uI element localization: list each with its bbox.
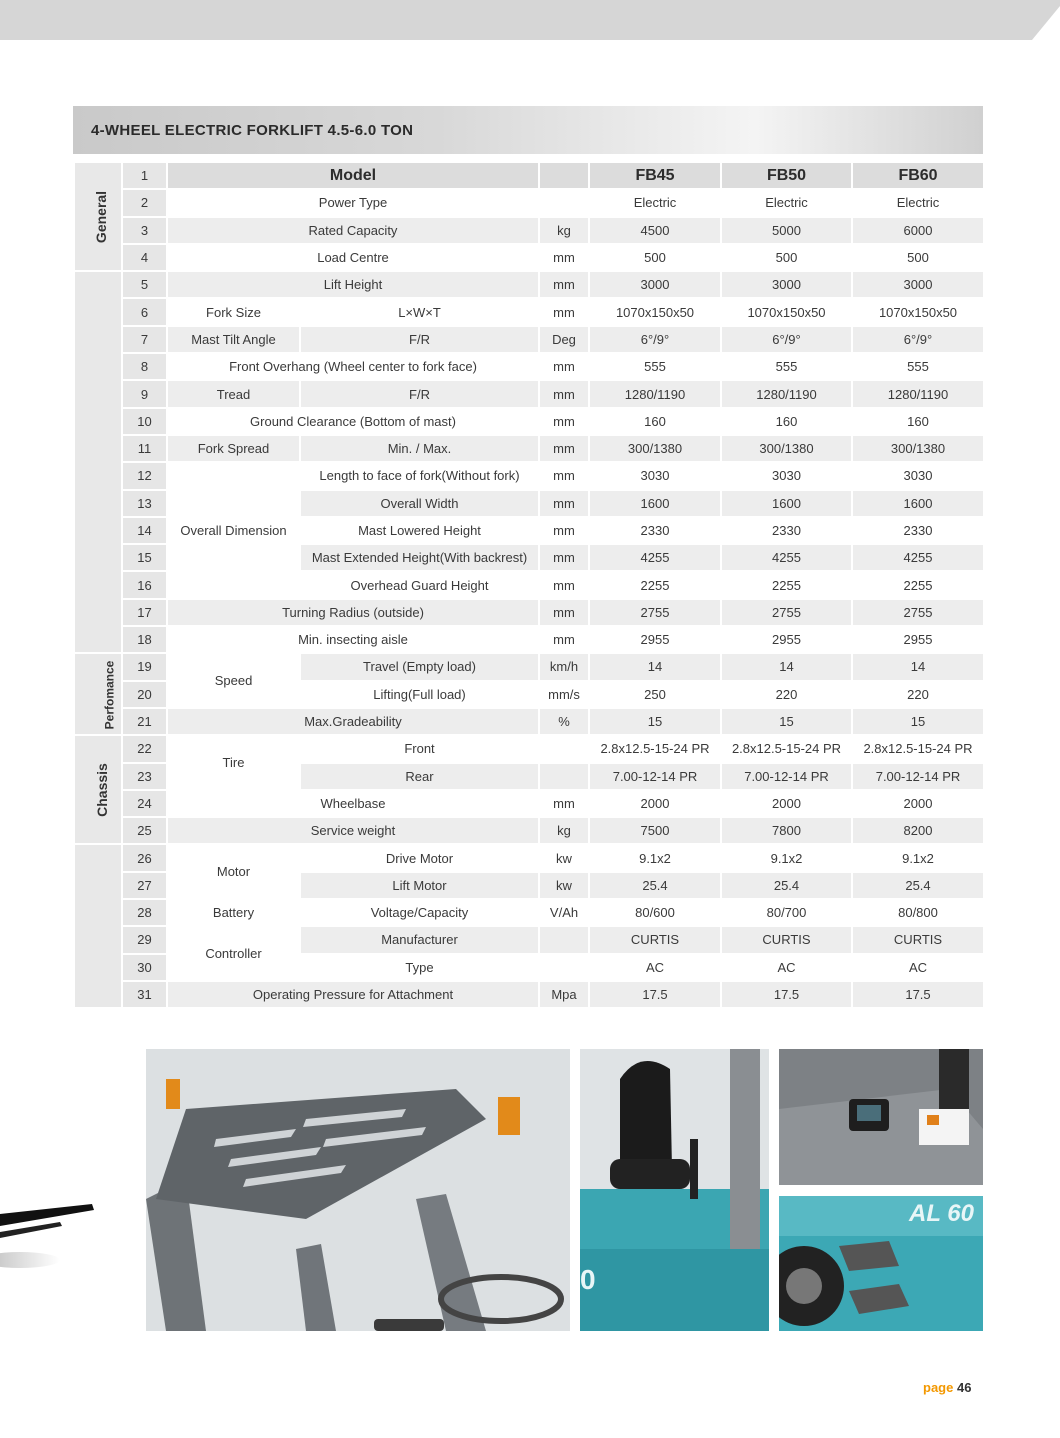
section-chassis: Chassis [74,735,122,844]
table-row: 20 Lifting(Full load) mm/s 250 220 220 [74,681,984,708]
table-row: 26 Motor Drive Motor kw 9.1x2 9.1x2 9.1x2 [74,844,984,871]
body-decal: 0 [580,1264,596,1295]
unit-cell [539,162,589,189]
table-row: 6 Fork Size L×W×T mm 1070x150x50 1070x150x50 1070x150x50 [74,298,984,325]
row-number: 1 [122,162,167,189]
table-row: 10 Ground Clearance (Bottom of mast) mm 160 160 160 [74,408,984,435]
seat-photo [580,1049,769,1331]
spec-table [73,161,985,1009]
page-title: 4-WHEEL ELECTRIC FORKLIFT 4.5-6.0 TON [91,122,414,139]
top-banner [0,0,1060,40]
model-fb60: FB60 [852,162,984,189]
step-tyre-photo [779,1196,983,1331]
dashboard-photo [779,1049,983,1185]
table-row: 24 Wheelbase mm 2000 2000 2000 [74,790,984,817]
model-fb50: FB50 [721,162,852,189]
section-power-transmission [74,844,122,1008]
table-row: 18 Min. insecting aisle mm 2955 2955 2955 [74,626,984,653]
table-row: 28 Battery Voltage/Capacity V/Ah 80/600 80/700 80/800 [74,899,984,926]
table-row: 17 Turning Radius (outside) mm 2755 2755 2755 [74,599,984,626]
table-row: 29 Controller Manufacturer CURTIS CURTIS CURTIS [74,926,984,953]
title-band [73,106,983,154]
fork-tines-image [0,1190,100,1280]
overhead-guard-photo [146,1049,570,1331]
page-word: page [923,1380,954,1395]
table-row: 21 Max.Gradeability % 15 15 15 [74,708,984,735]
page-num: 46 [956,1380,972,1395]
table-row: 23 Rear 7.00-12-14 PR 7.00-12-14 PR 7.00-12-14 PR [74,763,984,790]
table-row: 3 Rated Capacity kg 4500 5000 6000 [74,217,984,244]
table-row-header [74,162,984,189]
table-row: 31 Operating Pressure for Attachment Mpa 17.5 17.5 17.5 [74,981,984,1008]
table-row: 11 Fork Spread Min. / Max. mm 300/1380 300/1380 300/1380 [74,435,984,462]
table-row: 8 Front Overhang (Wheel center to fork face) mm 555 555 555 [74,353,984,380]
table-row: 27 Lift Motor kw 25.4 25.4 25.4 [74,872,984,899]
table-row: 25 Service weight kg 7500 7800 8200 [74,817,984,844]
table-row: 13 Overall Width mm 1600 1600 1600 [74,490,984,517]
table-row: 14 Mast Lowered Height mm 2330 2330 2330 [74,517,984,544]
table-row: 5 Lift Height mm 3000 3000 3000 [74,271,984,298]
table-row: 2 Power Type Electric Electric Electric [74,189,984,216]
model-decal: AL 60 [909,1200,974,1227]
table-row: Chassis 22 Tire Front 2.8x12.5-15-24 PR 2.8x12.5-15-24 PR 2.8x12.5-15-24 PR [74,735,984,762]
table-row: 7 Mast Tilt Angle F/R Deg 6°/9° 6°/9° 6°/9° [74,326,984,353]
overall-dimension-label: Overall Dimension [167,462,300,598]
section-general: General [74,162,122,271]
table-row: 15 Mast Extended Height(With backrest) mm 4255 4255 4255 [74,544,984,571]
table-row: 30 Type AC AC AC [74,954,984,981]
model-fb45: FB45 [589,162,721,189]
page-number [923,1380,971,1395]
table-row: 12 Overall Dimension Length to face of fork(Without fork) mm 3030 3030 3030 [74,462,984,489]
table-row: 4 Load Centre mm 500 500 500 [74,244,984,271]
model-label: Model [167,162,539,189]
table-row: 16 Overhead Guard Height mm 2255 2255 2255 [74,571,984,598]
section-characteristic-dimension [74,271,122,653]
table-row: Perfomance 19 Speed Travel (Empty load) km/h 14 14 14 [74,653,984,680]
table-row: 9 Tread F/R mm 1280/1190 1280/1190 1280/1190 [74,380,984,407]
section-performance: Perfomance [74,653,122,735]
